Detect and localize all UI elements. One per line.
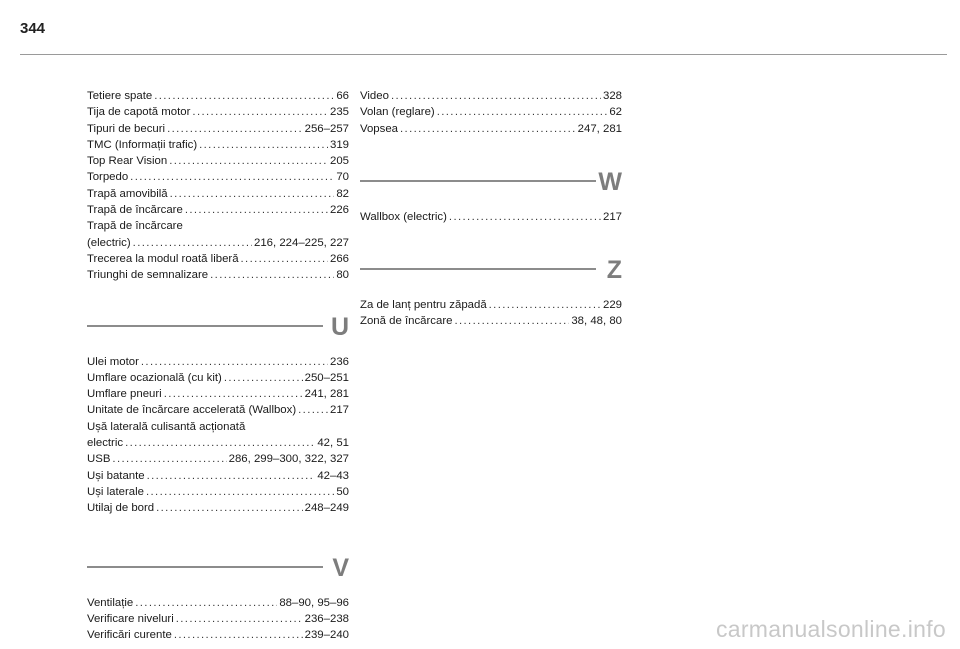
index-group-z <box>360 297 622 330</box>
watermark: carmanualsonline.info <box>715 616 946 642</box>
entry-term: Ulei motor <box>87 355 139 368</box>
entry-term: Utilaj de bord <box>87 502 155 515</box>
index-group-w <box>360 209 622 225</box>
dot-leader <box>241 251 328 267</box>
index-entry <box>87 386 349 402</box>
entry-pages: 247, 281 <box>577 122 622 135</box>
section-header-u <box>87 310 349 344</box>
entry-pages: 286, 299–300, 322, 327 <box>228 453 349 466</box>
section-letter: W <box>598 167 622 196</box>
entry-pages: 80 <box>336 269 349 282</box>
entry-pages: 256–257 <box>304 122 349 135</box>
index-entry <box>87 627 349 643</box>
index-entry <box>87 595 349 611</box>
entry-term: Verificări curente <box>87 629 172 642</box>
entry-pages: 241, 281 <box>304 388 349 401</box>
entry-term: Trapă amovibilă <box>87 187 168 200</box>
entry-term: Za de lanț pentru zăpadă <box>360 299 487 312</box>
index-entry <box>87 370 349 386</box>
entry-pages: 42–43 <box>317 469 349 482</box>
entry-pages: 38, 48, 80 <box>571 315 622 328</box>
dot-leader <box>400 121 576 137</box>
entry-pages: 236 <box>329 355 349 368</box>
index-entry <box>87 484 349 500</box>
dot-leader <box>298 402 328 418</box>
index-column-left <box>87 88 349 643</box>
index-entry <box>360 297 622 313</box>
index-entry <box>360 121 622 137</box>
section-letter: Z <box>606 256 622 285</box>
entry-pages: 205 <box>329 155 349 168</box>
dot-leader <box>112 451 226 467</box>
entry-term: Umflare ocazională (cu kit) <box>87 371 222 384</box>
entry-term: electric <box>87 437 124 450</box>
index-entry <box>87 202 349 218</box>
entry-pages: 217 <box>329 404 349 417</box>
section-header-w <box>360 165 622 199</box>
index-entry-multiline <box>87 218 349 251</box>
entry-term: Tetiere spate <box>87 90 153 102</box>
index-entry <box>87 251 349 267</box>
entry-pages: 216, 224–225, 227 <box>253 236 349 249</box>
dot-leader <box>156 500 303 516</box>
entry-pages: 226 <box>329 204 349 217</box>
dot-leader <box>154 88 334 104</box>
index-group-v <box>87 595 349 644</box>
entry-pages: 319 <box>329 138 349 151</box>
index-entry <box>87 186 349 202</box>
entry-term: USB <box>87 453 111 466</box>
entry-term: Trapă de încărcare <box>87 204 183 217</box>
section-letter: V <box>332 553 349 582</box>
index-entry <box>87 267 349 283</box>
dot-leader <box>146 484 334 500</box>
entry-term: Zonă de încărcare <box>360 315 453 328</box>
entry-term: Umflare pneuri <box>87 388 162 401</box>
dot-leader <box>192 104 328 120</box>
index-group-t-2 <box>87 251 349 284</box>
index-column-right <box>360 88 622 330</box>
entry-pages: 70 <box>336 171 349 184</box>
index-entry <box>87 451 349 467</box>
dot-leader <box>185 202 328 218</box>
entry-term: (electric) <box>87 236 131 249</box>
dot-leader <box>170 186 335 202</box>
dot-leader <box>391 88 601 104</box>
section-rule <box>87 325 323 327</box>
index-entry <box>87 88 349 104</box>
dot-leader <box>224 370 303 386</box>
index-entry <box>87 500 349 516</box>
index-entry <box>87 137 349 153</box>
index-entry <box>360 313 622 329</box>
header-rule <box>20 54 947 55</box>
entry-term-line1: Trapă de încărcare <box>87 220 183 233</box>
entry-pages: 217 <box>602 210 622 223</box>
entry-pages: 88–90, 95–96 <box>279 596 349 609</box>
entry-term: Ventilație <box>87 596 134 609</box>
entry-pages: 82 <box>336 187 349 200</box>
entry-term: TMC (Informații trafic) <box>87 138 198 151</box>
entry-term: Unitate de încărcare accelerată (Wallbox) <box>87 404 297 417</box>
index-group-u-2 <box>87 451 349 516</box>
entry-term: Triunghi de semnalizare <box>87 269 209 282</box>
entry-pages: 62 <box>609 106 622 119</box>
entry-pages: 50 <box>336 485 349 498</box>
page-number: 344 <box>20 20 46 37</box>
dot-leader <box>125 435 315 451</box>
dot-leader <box>167 121 303 137</box>
dot-leader <box>164 386 303 402</box>
index-group-t <box>87 88 349 218</box>
dot-leader <box>210 267 334 283</box>
entry-pages: 66 <box>336 90 349 102</box>
dot-leader <box>199 137 328 153</box>
index-entry <box>87 435 349 451</box>
entry-term: Uși batante <box>87 469 145 482</box>
section-letter: U <box>330 312 349 341</box>
section-rule <box>360 268 596 270</box>
section-rule <box>87 566 323 568</box>
section-header-v <box>87 551 349 585</box>
entry-pages: 248–249 <box>304 502 349 515</box>
index-entry <box>87 121 349 137</box>
index-entry <box>360 88 622 104</box>
index-entry <box>360 209 622 225</box>
dot-leader <box>489 297 601 313</box>
index-entry <box>87 104 349 120</box>
dot-leader <box>176 611 303 627</box>
entry-term: Torpedo <box>87 171 129 184</box>
index-entry <box>87 402 349 418</box>
entry-term: Wallbox (electric) <box>360 210 447 223</box>
entry-term: Volan (reglare) <box>360 106 435 119</box>
entry-pages: 236–238 <box>304 612 349 625</box>
index-entry <box>87 468 349 484</box>
dot-leader <box>133 235 252 251</box>
dot-leader <box>135 595 277 611</box>
entry-pages: 328 <box>602 90 622 102</box>
entry-term: Tija de capotă motor <box>87 106 191 119</box>
index-entry <box>87 153 349 169</box>
index-entry <box>87 235 349 251</box>
dot-leader <box>174 627 303 643</box>
index-entry <box>87 169 349 185</box>
index-entry <box>87 354 349 370</box>
dot-leader <box>169 153 328 169</box>
entry-pages: 250–251 <box>304 371 349 384</box>
index-group-v-cont <box>360 88 622 137</box>
entry-term-line1: Ușă laterală culisantă acționată <box>87 420 246 433</box>
index-group-u <box>87 354 349 419</box>
index-entry-multiline <box>87 419 349 452</box>
dot-leader <box>454 313 569 329</box>
dot-leader <box>437 104 608 120</box>
entry-term: Tipuri de becuri <box>87 122 166 135</box>
entry-term: Trecerea la modul roată liberă <box>87 252 239 265</box>
section-header-z <box>360 253 622 287</box>
entry-term: Top Rear Vision <box>87 155 168 168</box>
entry-term: Uși laterale <box>87 485 144 498</box>
dot-leader <box>130 169 334 185</box>
entry-term: Video <box>360 90 389 102</box>
index-entry <box>87 611 349 627</box>
entry-pages: 229 <box>602 299 622 312</box>
index-entry <box>360 104 622 120</box>
section-rule <box>360 180 596 182</box>
entry-term: Verificare niveluri <box>87 612 174 625</box>
entry-pages: 42, 51 <box>317 437 349 450</box>
entry-term: Vopsea <box>360 122 399 135</box>
dot-leader <box>449 209 601 225</box>
entry-pages: 239–240 <box>304 629 349 642</box>
dot-leader <box>141 354 328 370</box>
dot-leader <box>147 468 316 484</box>
entry-pages: 235 <box>329 106 349 119</box>
entry-pages: 266 <box>329 252 349 265</box>
